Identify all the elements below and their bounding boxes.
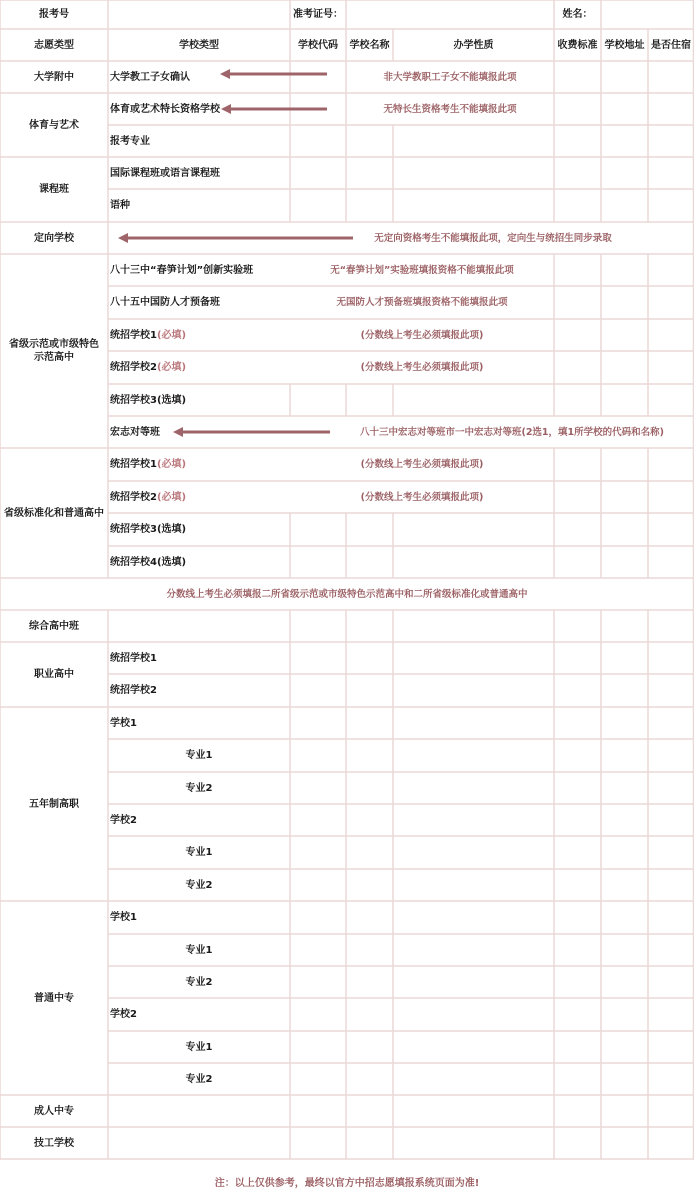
category-directed: 定向学校 (34, 232, 74, 244)
note-demo-required-1: (分数线上考生必须填报此项) (360, 329, 484, 341)
row-intl-course: 国际课程班或语言课程班 (110, 167, 220, 179)
category-secondary: 普通中专 (34, 992, 74, 1004)
col-header-nature: 办学性质 (453, 39, 494, 51)
row-five-year-s1-major-1: 专业1 (185, 750, 213, 761)
note-chunsun: 无“春笋计划”实验班填报资格不能填报此项 (330, 264, 514, 276)
row-five-year-school-2: 学校2 (110, 814, 137, 826)
category-vocational: 职业高中 (34, 669, 74, 680)
col-header-address: 学校地址 (604, 39, 645, 51)
row-five-year-s2-major-2: 专业2 (185, 879, 213, 891)
category-demo-high-school: 省级示范或市级特色示范高中 (9, 339, 99, 363)
exam-number-label: 报考号 (39, 9, 69, 20)
row-five-year-s2-major-1: 专业1 (185, 847, 213, 858)
ticket-number-label: 准考证号： (293, 9, 343, 20)
row-demo-unified-2: 统招学校2 (必填) (110, 362, 187, 373)
row-secondary-school-1: 学校1 (110, 912, 137, 923)
row-five-year-s1-major-2: 专业2 (185, 782, 213, 794)
col-header-name: 学校名称 (349, 39, 390, 51)
row-five-year-school-1: 学校1 (110, 717, 137, 729)
note-affiliated: 非大学教职工子女不能填报此项 (383, 71, 517, 83)
note-defense: 无国防人才预备班填报资格不能填报此项 (336, 297, 508, 308)
row-demo-unified-1: 统招学校1 (必填) (110, 329, 187, 341)
col-header-fee: 收费标准 (557, 39, 598, 51)
category-sports-art: 体育与艺术 (29, 119, 79, 131)
exam-number-input[interactable] (108, 0, 290, 29)
category-technical: 技工学校 (34, 1137, 74, 1149)
row-secondary-s1-major-2: 专业2 (185, 976, 213, 988)
row-secondary-s1-major-1: 专业1 (185, 944, 213, 956)
col-header-category: 志愿类型 (34, 39, 74, 51)
category-comprehensive: 综合高中班 (29, 620, 79, 632)
note-demo-required-2: (分数线上考生必须填报此项) (360, 362, 484, 373)
row-chunsun-class: 八十三中“春笋计划”创新实验班 (110, 264, 254, 276)
note-specialty: 无特长生资格考生不能填报此项 (383, 103, 517, 115)
col-header-code: 学校代码 (298, 39, 338, 51)
footer-disclaimer: 注：以上仅供参考，最终以官方中招志愿填报系统页面为准! (214, 1178, 480, 1189)
name-input[interactable] (601, 0, 694, 29)
row-language: 语种 (110, 200, 130, 211)
category-affiliated: 大学附中 (34, 71, 74, 83)
row-secondary-s2-major-2: 专业2 (185, 1073, 213, 1085)
row-secondary-school-2: 学校2 (110, 1009, 137, 1020)
row-demo-unified-3: 统招学校3(选填) (110, 394, 187, 406)
note-standard-required-1: (分数线上考生必须填报此项) (360, 459, 484, 470)
ticket-number-input[interactable] (346, 0, 554, 29)
note-directed: 无定向资格考生不能填报此项，定向生与统招生同步录取 (374, 232, 612, 244)
category-standard-high-school: 省级标准化和普通高中 (4, 507, 104, 519)
row-vocational-unified-1: 统招学校1 (110, 652, 157, 664)
row-standard-unified-4: 统招学校4(选填) (110, 556, 187, 568)
row-secondary-s2-major-1: 专业1 (185, 1041, 213, 1053)
row-vocational-unified-2: 统招学校2 (110, 685, 157, 696)
row-counterpart-class: 宏志对等班 (110, 426, 160, 438)
note-standard-required-2: (分数线上考生必须填报此项) (360, 491, 484, 503)
category-adult: 成人中专 (34, 1105, 74, 1117)
row-standard-unified-1: 统招学校1 (必填) (110, 459, 187, 470)
row-affiliated-confirm: 大学教工子女确认 (110, 71, 190, 83)
row-apply-major: 报考专业 (110, 135, 150, 147)
col-header-school-type: 学校类型 (179, 39, 219, 51)
name-label: 姓名： (562, 9, 593, 20)
col-header-boarding: 是否住宿 (651, 39, 691, 51)
banner-required-schools: 分数线上考生必须填报二所省级示范或市级特色示范高中和二所省级标准化或普通高中 (166, 588, 528, 600)
row-defense-class: 八十五中国防人才预备班 (110, 297, 220, 308)
category-five-year: 五年制高职 (29, 798, 79, 810)
note-counterpart: 八十三中宏志对等班市一中宏志对等班(2选1，填1所学校的代码和名称) (359, 426, 664, 438)
row-standard-unified-2: 统招学校2 (必填) (110, 491, 187, 503)
row-standard-unified-3: 统招学校3(选填) (110, 524, 187, 535)
row-specialty-school: 体育或艺术特长资格学校 (110, 103, 220, 115)
category-course: 课程班 (39, 184, 69, 195)
